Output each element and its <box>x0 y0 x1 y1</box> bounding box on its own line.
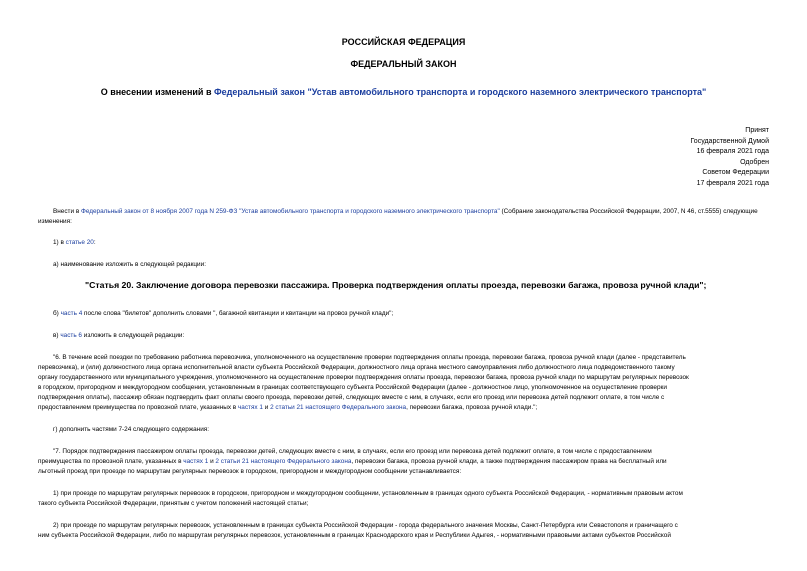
item-g: г) дополнить частями 7-24 следующего содержания: <box>53 426 210 433</box>
acceptance-block <box>690 126 769 190</box>
part-7-line: льготный проезд при проезде по маршрутам регулярных перевозок в городском, пригородном и междугородном сообщении устанавливается: <box>38 468 462 475</box>
article-21-link[interactable]: 2 статьи 21 настоящего Федерального закона <box>270 404 407 411</box>
acceptance-line: Государственной Думой <box>690 137 769 145</box>
acceptance-line: 17 февраля 2021 года <box>696 179 769 187</box>
subitem-1-line: такого субъекта Российской Федерации, принятым с учетом положений настоящей статьи; <box>38 500 309 507</box>
part-6-last-line <box>38 403 537 413</box>
country-heading: РОССИЙСКАЯ ФЕДЕРАЦИЯ <box>341 37 466 47</box>
intro-suffix: (Собрание законодательства Российской Федерации, 2007, N 46, ст.5555) следующие изменения: <box>38 208 758 226</box>
law-type-heading: ФЕДЕРАЛЬНЫЙ ЗАКОН <box>350 59 457 69</box>
part-6-line: "6. В течение всей поездки по требованию работника перевозчика, уполномоченного на осуществление проверки подтверждения оплаты проезда, перевозки багажа, провоза ручной клади (далее - представитель <box>53 354 686 361</box>
part-4-link[interactable]: часть 4 <box>60 310 83 317</box>
item-1-prefix: 1) в <box>53 239 66 246</box>
part-6-last-prefix: предоставлением преимущества по провозной плате, указанных в <box>38 404 238 411</box>
part-7-line2-prefix: преимущества по провозной плате, указанных в <box>38 458 184 465</box>
intro-prefix: Внести в <box>53 208 81 215</box>
part-6-line: органу государственного или муниципального учреждения, уполномоченного на осуществление проверки подтверждения оплаты проезда, перевозки багажа, провоза ручной клади по маршрутам регулярных перевозок <box>38 374 689 381</box>
part-6-last-mid: и <box>262 404 271 411</box>
item-v-suffix: изложить в следующей редакции: <box>81 332 185 339</box>
item-b-suffix: после слова "билетов" дополнить словами ", багажной квитанции и квитанции на провоз ручной клади"; <box>82 310 394 317</box>
acceptance-line: Советом Федерации <box>702 169 769 177</box>
subitem-1-line: 1) при проезде по маршрутам регулярных перевозок в городском, пригородном и междугородном сообщении, установленным в границах одного субъекта Российской Федерации, - нормативным правовым актом <box>53 490 683 497</box>
part-7-line <box>38 457 667 467</box>
part-7-line2-suffix: , перевозки багажа, провоза ручной клади, а также подтверждения пассажиром права на бесплатный или <box>351 458 667 465</box>
intro-law-link[interactable]: Федеральный закон от 8 ноября 2007 года N 259-ФЗ "Устав автомобильного транспорта и городского наземного электрического транспорта" <box>80 208 500 215</box>
item-b-prefix: б) <box>53 310 61 317</box>
item-b <box>53 309 393 319</box>
item-v-prefix: в) <box>53 332 61 339</box>
part-6-line: подтверждения оплаты), пассажир обязан подтвердить факт оплаты своего проезда, перевозки детей, следующих вместе с ним, в случаях, если его проезд или перевозка детей подлежит оплате, в том числе с <box>38 394 665 401</box>
acceptance-line: Принят <box>745 127 769 134</box>
part-6-link[interactable]: часть 6 <box>60 332 82 339</box>
subitem-2-line: 2) при проезде по маршрутам регулярных перевозок, установленным в границах субъекта Российской Федерации - города федерального значения Москвы, Санкт-Петербурга или Севастополя и граничащего с <box>53 522 678 529</box>
part-6-last-suffix: , перевозки багажа, провоза ручной клади."; <box>406 404 538 411</box>
parts-1-link[interactable]: частях 1 <box>237 404 263 411</box>
law-title <box>0 87 807 97</box>
intro-paragraph <box>38 207 770 228</box>
parts-1-link-2[interactable]: частях 1 <box>183 458 209 465</box>
acceptance-line: Одобрен <box>740 158 769 166</box>
item-1-suffix: : <box>93 239 96 246</box>
acceptance-line: 16 февраля 2021 года <box>696 148 769 156</box>
law-title-prefix: О внесении изменений в <box>100 87 214 97</box>
part-6-line: перевозчика), и (или) должностного лица органа исполнительной власти субъекта Российской Федерации, должностного лица органа местного самоуправления либо должностного лица подведомственного такому <box>38 364 675 371</box>
part-7-line: "7. Порядок подтверждения пассажиром оплаты проезда, перевозки детей, следующих вместе с ним, в случаях, если его проезд или перевозка детей подлежит оплате, в том числе с предоставлением <box>53 448 652 455</box>
item-v <box>53 331 184 341</box>
item-1 <box>53 238 96 248</box>
subitem-2-line: ним субъекта Российской Федерации, либо по маршрутам регулярных перевозок, установленным в границах Краснодарского края и Республики Адыгея, - нормативными правовыми актами субъектов Российской <box>38 532 671 539</box>
part-7-line2-mid: и <box>208 458 216 465</box>
article-21-link-2[interactable]: 2 статьи 21 настоящего Федерального закона <box>215 458 352 465</box>
law-title-link[interactable]: Федеральный закон "Устав автомобильного транспорта и городского наземного электрического транспорта" <box>214 87 707 97</box>
item-a: а) наименование изложить в следующей редакции: <box>53 261 206 268</box>
article-title: "Статья 20. Заключение договора перевозки пассажира. Проверка подтверждения оплаты проезда, перевозки багажа, провоза ручной клади"; <box>85 280 707 290</box>
part-6-line: в городском, пригородном и междугородном сообщении, установленным в границах соответствующего субъекта Российской Федерации (далее - должностное лицо, уполномоченное на осуществление проверки <box>38 384 667 391</box>
article-20-link[interactable]: статье 20 <box>65 239 94 246</box>
